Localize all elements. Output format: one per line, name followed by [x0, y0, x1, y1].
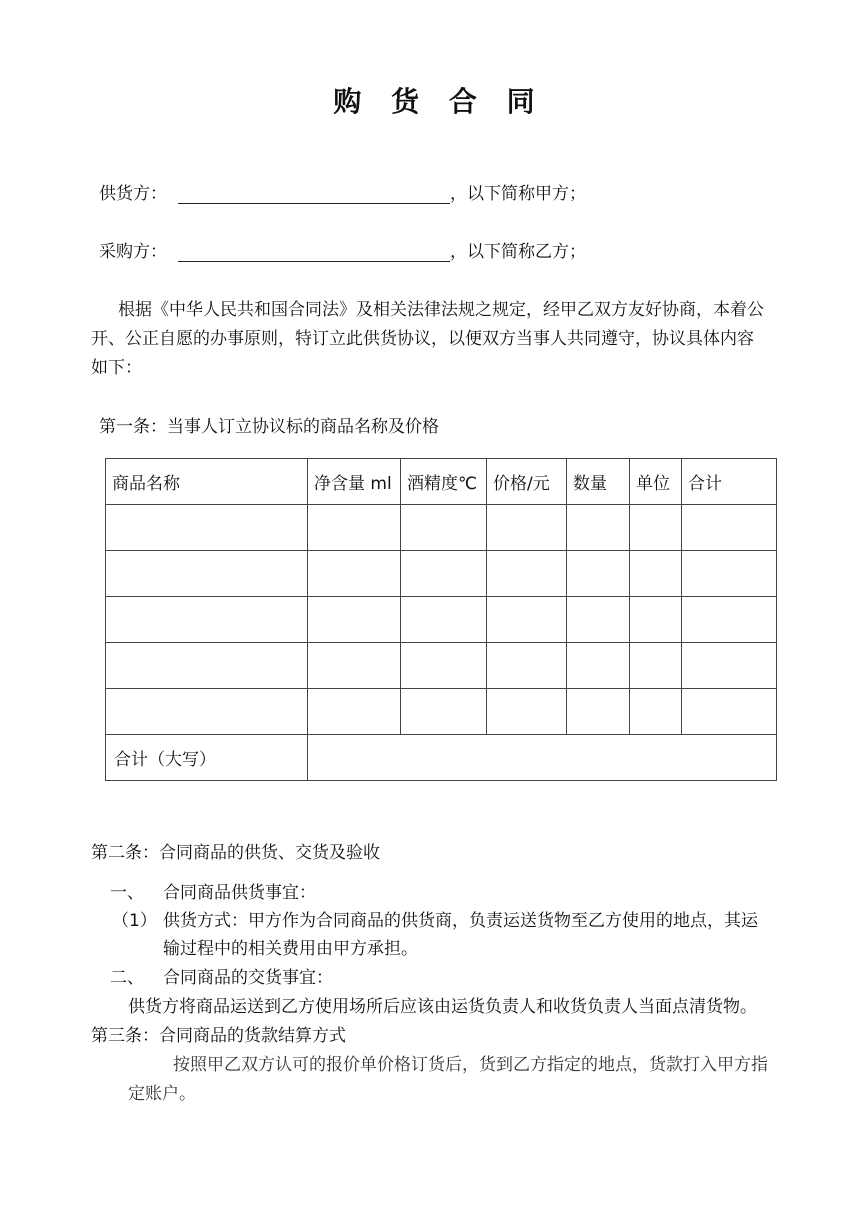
total-label-cell: 合计（大写） — [106, 735, 308, 781]
total-value-cell[interactable] — [308, 735, 777, 781]
table-row — [106, 551, 777, 597]
article-3-heading: 第三条：合同商品的货款结算方式 — [91, 1026, 346, 1046]
header-cell: 合计 — [682, 459, 777, 505]
buyer-suffix: ，以下简称乙方； — [450, 242, 586, 262]
table-cell[interactable] — [308, 597, 401, 643]
table-cell[interactable] — [401, 505, 487, 551]
table-cell[interactable] — [106, 551, 308, 597]
header-cell: 酒精度℃ — [401, 459, 487, 505]
buyer-label: 采购方： — [99, 242, 167, 262]
article-3-line-1: 按照甲乙双方认可的报价单价格订货后，货到乙方指定的地点，货款打入甲方指 — [173, 1055, 768, 1075]
table-cell[interactable] — [487, 597, 567, 643]
supplier-blank-line[interactable] — [178, 203, 450, 204]
table-row — [106, 505, 777, 551]
table-cell[interactable] — [487, 643, 567, 689]
article-2-heading: 第二条：合同商品的供货、交货及验收 — [91, 843, 380, 863]
goods-table — [105, 458, 777, 781]
intro-line-2: 开、公正自愿的办事原则，特订立此供货协议，以便双方当事人共同遵守，协议具体内容 — [91, 329, 754, 349]
header-cell: 数量 — [567, 459, 630, 505]
article-1-heading: 第一条：当事人订立协议标的商品名称及价格 — [99, 417, 439, 437]
intro-line-3: 如下： — [91, 358, 142, 378]
table-cell[interactable] — [567, 551, 630, 597]
header-cell: 单位 — [630, 459, 682, 505]
contract-title: 购 货 合 同 — [333, 85, 545, 118]
item-2-text: 合同商品的交货事宜： — [163, 968, 333, 988]
table-cell[interactable] — [630, 689, 682, 735]
table-cell[interactable] — [308, 551, 401, 597]
table-cell[interactable] — [401, 689, 487, 735]
table-cell[interactable] — [682, 643, 777, 689]
header-cell: 商品名称 — [106, 459, 308, 505]
sub-1-number: （1） — [112, 911, 157, 931]
supplier-suffix: ，以下简称甲方； — [450, 184, 586, 204]
table-cell[interactable] — [487, 689, 567, 735]
table-cell[interactable] — [487, 505, 567, 551]
table-cell[interactable] — [401, 551, 487, 597]
item-1-text: 合同商品供货事宜： — [163, 883, 316, 903]
buyer-blank-line[interactable] — [178, 261, 450, 262]
table-row — [106, 597, 777, 643]
table-cell[interactable] — [567, 643, 630, 689]
table-cell[interactable] — [308, 689, 401, 735]
table-row — [106, 689, 777, 735]
table-cell[interactable] — [308, 505, 401, 551]
table-cell[interactable] — [682, 551, 777, 597]
table-cell[interactable] — [106, 643, 308, 689]
table-cell[interactable] — [106, 689, 308, 735]
table-row — [106, 643, 777, 689]
table-cell[interactable] — [308, 643, 401, 689]
supplier-label: 供货方： — [99, 184, 167, 204]
sub-1-line-1: 供货方式：甲方作为合同商品的供货商，负责运送货物至乙方使用的地点，其运 — [163, 911, 758, 931]
sub-1-line-2: 输过程中的相关费用由甲方承担。 — [163, 939, 418, 959]
item-2-number: 二、 — [110, 968, 144, 988]
table-total-row — [106, 735, 777, 781]
header-cell: 净含量 ml — [308, 459, 401, 505]
table-cell[interactable] — [630, 597, 682, 643]
table-cell[interactable] — [630, 643, 682, 689]
table-cell[interactable] — [630, 505, 682, 551]
header-cell: 价格/元 — [487, 459, 567, 505]
table-cell[interactable] — [682, 505, 777, 551]
table-cell[interactable] — [630, 551, 682, 597]
intro-line-1: 根据《中华人民共和国合同法》及相关法律法规之规定，经甲乙双方友好协商，本着公 — [118, 300, 764, 320]
table-cell[interactable] — [106, 505, 308, 551]
table-cell[interactable] — [487, 551, 567, 597]
table-cell[interactable] — [401, 643, 487, 689]
table-cell[interactable] — [106, 597, 308, 643]
table-cell[interactable] — [567, 689, 630, 735]
table-cell[interactable] — [682, 597, 777, 643]
table-cell[interactable] — [401, 597, 487, 643]
article-3-line-2: 定账户。 — [128, 1084, 196, 1104]
table-cell[interactable] — [567, 597, 630, 643]
table-header-row — [106, 459, 777, 505]
table-cell[interactable] — [567, 505, 630, 551]
item-1-number: 一、 — [110, 883, 144, 903]
item-2-body: 供货方将商品运送到乙方使用场所后应该由运货负责人和收货负责人当面点清货物。 — [128, 997, 757, 1017]
table-cell[interactable] — [682, 689, 777, 735]
